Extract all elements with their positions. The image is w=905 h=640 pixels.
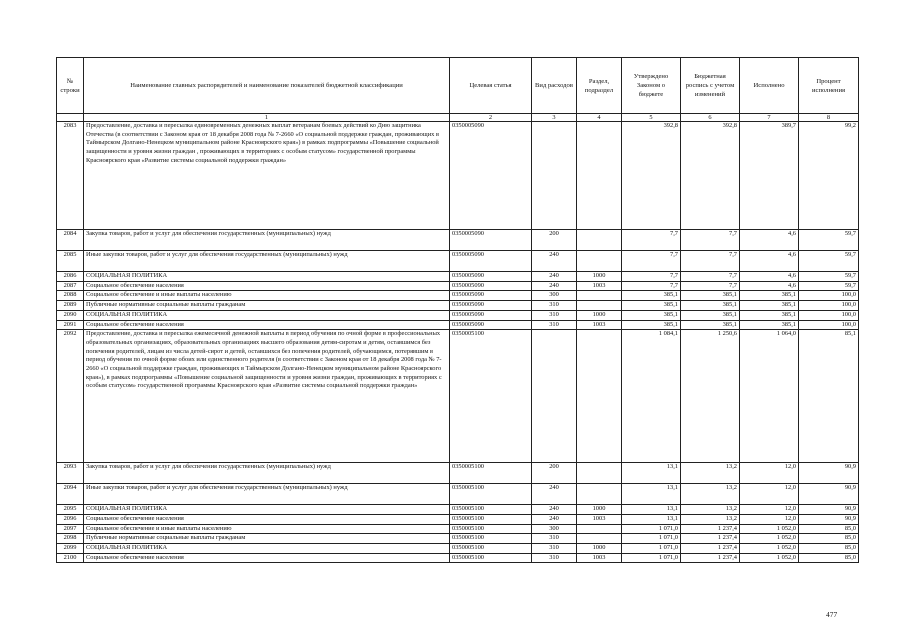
target-article-cell: 0350005100 [450, 524, 532, 534]
section-cell: 1003 [577, 281, 622, 291]
percent-cell: 85,0 [799, 553, 859, 563]
approved-cell: 13,1 [622, 514, 681, 524]
target-article-cell: 0350005090 [450, 291, 532, 301]
section-cell: 1000 [577, 310, 622, 320]
target-article-cell: 0350005090 [450, 272, 532, 282]
name-cell: Социальное обеспечение населения [84, 320, 450, 330]
expense-type-cell: 240 [532, 484, 577, 505]
target-article-cell: 0350005090 [450, 310, 532, 320]
approved-cell: 1 071,0 [622, 534, 681, 544]
expense-type-cell [532, 122, 577, 230]
expense-type-cell: 300 [532, 524, 577, 534]
header-budget-schedule: Бюджетная роспись с учетом изменений [681, 58, 740, 114]
name-cell: Закупка товаров, работ и услуг для обеспечения государственных (муниципальных) нужд [84, 230, 450, 251]
column-number-cell: 2 [450, 114, 532, 122]
approved-cell: 385,1 [622, 310, 681, 320]
executed-cell: 1 052,0 [740, 524, 799, 534]
approved-cell: 385,1 [622, 320, 681, 330]
approved-cell: 1 071,0 [622, 524, 681, 534]
target-article-cell: 0350005090 [450, 281, 532, 291]
approved-cell: 13,1 [622, 463, 681, 484]
row-number-cell: 2083 [57, 122, 84, 230]
expense-type-cell: 300 [532, 291, 577, 301]
expense-type-cell: 310 [532, 310, 577, 320]
section-cell [577, 484, 622, 505]
section-cell [577, 330, 622, 463]
row-number-cell: 2093 [57, 463, 84, 484]
row-number-cell: 2097 [57, 524, 84, 534]
percent-cell: 85,1 [799, 330, 859, 463]
executed-cell: 4,6 [740, 281, 799, 291]
approved-cell: 13,1 [622, 484, 681, 505]
column-number-cell: 6 [681, 114, 740, 122]
row-number-cell: 2086 [57, 272, 84, 282]
approved-cell: 385,1 [622, 291, 681, 301]
percent-cell: 90,9 [799, 484, 859, 505]
target-article-cell: 0350005090 [450, 122, 532, 230]
budget-schedule-cell: 385,1 [681, 291, 740, 301]
budget-schedule-cell: 385,1 [681, 320, 740, 330]
table-row [57, 251, 859, 272]
header-percent: Процент исполнения [799, 58, 859, 114]
table-row [57, 281, 859, 291]
table-row [57, 291, 859, 301]
column-number-cell: 7 [740, 114, 799, 122]
approved-cell: 13,1 [622, 505, 681, 515]
table-row [57, 320, 859, 330]
percent-cell: 90,9 [799, 463, 859, 484]
percent-cell: 100,0 [799, 310, 859, 320]
header-name: Наименование главных распорядителей и наименование показателей бюджетной классификации [84, 58, 450, 114]
approved-cell: 385,1 [622, 301, 681, 311]
executed-cell: 389,7 [740, 122, 799, 230]
target-article-cell: 0350005100 [450, 463, 532, 484]
expense-type-cell: 200 [532, 463, 577, 484]
approved-cell: 7,7 [622, 272, 681, 282]
target-article-cell: 0350005090 [450, 251, 532, 272]
budget-schedule-cell: 1 237,4 [681, 544, 740, 554]
percent-cell: 90,9 [799, 505, 859, 515]
header-row-number: № строки [57, 58, 84, 114]
table-row [57, 524, 859, 534]
budget-schedule-cell: 392,8 [681, 122, 740, 230]
executed-cell: 1 064,0 [740, 330, 799, 463]
column-number-cell: 8 [799, 114, 859, 122]
section-cell [577, 251, 622, 272]
percent-cell: 85,0 [799, 534, 859, 544]
name-cell: Социальное обеспечение и иные выплаты населению [84, 291, 450, 301]
expense-type-cell: 310 [532, 553, 577, 563]
budget-schedule-cell: 7,7 [681, 272, 740, 282]
section-cell: 1003 [577, 553, 622, 563]
section-cell: 1000 [577, 272, 622, 282]
table-body [57, 114, 859, 563]
approved-cell: 1 084,1 [622, 330, 681, 463]
table-row [57, 122, 859, 230]
executed-cell: 12,0 [740, 484, 799, 505]
section-cell [577, 301, 622, 311]
executed-cell: 12,0 [740, 514, 799, 524]
name-cell: Предоставление, доставка и пересылка ежемесячной денежной выплаты в период обучения по очной форме в профессиональных образовательных организациях, образовательных организациях высшего образования детям-сиротам и детям, оставшимся без попечения родителей, лицам из числа детей-сирот и детей, оставшихся без попечения родителей, обучающимся, потерявшим в период обучения по очной форме обоих или единственного родителя (в соответствии с Законом края от 18 декабря 2008 года № 7-2660 «О социальной поддержке граждан, проживающих в Таймырском Долгано-Ненецком муниципальном районе Красноярского края»), в рамках подпрограммы «Повышение социальной защищенности и уровня жизни граждан, проживающих в территориях с особым статусом» государственной программы Красноярского края «Развитие системы социальной поддержки граждан» [84, 330, 450, 463]
expense-type-cell: 310 [532, 534, 577, 544]
executed-cell: 1 052,0 [740, 544, 799, 554]
executed-cell: 12,0 [740, 463, 799, 484]
row-number-cell: 2095 [57, 505, 84, 515]
executed-cell: 1 052,0 [740, 534, 799, 544]
header-target-article: Целевая статья [450, 58, 532, 114]
target-article-cell: 0350005090 [450, 301, 532, 311]
approved-cell: 1 071,0 [622, 544, 681, 554]
percent-cell: 100,0 [799, 320, 859, 330]
section-cell: 1000 [577, 505, 622, 515]
section-cell: 1000 [577, 544, 622, 554]
header-executed: Исполнено [740, 58, 799, 114]
budget-schedule-cell: 7,7 [681, 251, 740, 272]
approved-cell: 7,7 [622, 230, 681, 251]
budget-schedule-cell: 13,2 [681, 463, 740, 484]
row-number-cell: 2085 [57, 251, 84, 272]
executed-cell: 1 052,0 [740, 553, 799, 563]
approved-cell: 1 071,0 [622, 553, 681, 563]
section-cell [577, 291, 622, 301]
approved-cell: 392,8 [622, 122, 681, 230]
header-approved: Утверждено Законом о бюджете [622, 58, 681, 114]
expense-type-cell: 240 [532, 272, 577, 282]
budget-execution-table [56, 57, 859, 563]
column-number-cell: 1 [84, 114, 450, 122]
name-cell: Публичные нормативные социальные выплаты гражданам [84, 301, 450, 311]
section-cell [577, 463, 622, 484]
approved-cell: 7,7 [622, 251, 681, 272]
section-cell [577, 230, 622, 251]
target-article-cell: 0350005100 [450, 514, 532, 524]
budget-schedule-cell: 1 237,4 [681, 524, 740, 534]
expense-type-cell: 310 [532, 544, 577, 554]
section-cell: 1003 [577, 320, 622, 330]
target-article-cell: 0350005100 [450, 505, 532, 515]
table-row [57, 544, 859, 554]
budget-schedule-cell: 1 237,4 [681, 553, 740, 563]
name-cell: СОЦИАЛЬНАЯ ПОЛИТИКА [84, 544, 450, 554]
executed-cell: 385,1 [740, 310, 799, 320]
table-row [57, 553, 859, 563]
section-cell: 1003 [577, 514, 622, 524]
expense-type-cell: 240 [532, 251, 577, 272]
table-header [57, 58, 859, 114]
row-number-cell: 2091 [57, 320, 84, 330]
name-cell: Закупка товаров, работ и услуг для обеспечения государственных (муниципальных) нужд [84, 463, 450, 484]
table-row [57, 301, 859, 311]
page-number: 477 [826, 610, 838, 619]
column-number-cell: 5 [622, 114, 681, 122]
name-cell: СОЦИАЛЬНАЯ ПОЛИТИКА [84, 272, 450, 282]
percent-cell: 99,2 [799, 122, 859, 230]
percent-cell: 100,0 [799, 301, 859, 311]
target-article-cell: 0350005100 [450, 553, 532, 563]
row-number-cell: 2087 [57, 281, 84, 291]
expense-type-cell: 240 [532, 281, 577, 291]
executed-cell: 12,0 [740, 505, 799, 515]
percent-cell: 59,7 [799, 281, 859, 291]
executed-cell: 4,6 [740, 230, 799, 251]
name-cell: Публичные нормативные социальные выплаты гражданам [84, 534, 450, 544]
name-cell: СОЦИАЛЬНАЯ ПОЛИТИКА [84, 310, 450, 320]
name-cell: Социальное обеспечение населения [84, 553, 450, 563]
budget-schedule-cell: 7,7 [681, 230, 740, 251]
expense-type-cell: 310 [532, 320, 577, 330]
name-cell: Социальное обеспечение и иные выплаты населению [84, 524, 450, 534]
approved-cell: 7,7 [622, 281, 681, 291]
name-cell: Предоставление, доставка и пересылка единовременных денежных выплат ветеранам боевых действий ко Дню защитника Отечества (в соответствии с Законом края от 18 декабря 2008 года № 7-2660 «О социальной поддержке граждан, проживающих в Таймырском Долгано-Ненецком муниципальном районе Красноярского края») в рамках подпрограммы «Повышение социальной защищенности и уровня жизни граждан , проживающих в территориях с особым статусом» государственной программы Красноярского края «Развитие системы социальной поддержки граждан» [84, 122, 450, 230]
row-number-cell: 2094 [57, 484, 84, 505]
percent-cell: 85,0 [799, 524, 859, 534]
table-row [57, 534, 859, 544]
budget-schedule-cell: 13,2 [681, 484, 740, 505]
percent-cell: 59,7 [799, 272, 859, 282]
expense-type-cell [532, 330, 577, 463]
name-cell: СОЦИАЛЬНАЯ ПОЛИТИКА [84, 505, 450, 515]
target-article-cell: 0350005100 [450, 534, 532, 544]
row-number-cell: 2098 [57, 534, 84, 544]
column-number-cell: 4 [577, 114, 622, 122]
target-article-cell: 0350005100 [450, 544, 532, 554]
executed-cell: 385,1 [740, 291, 799, 301]
name-cell: Иные закупки товаров, работ и услуг для обеспечения государственных (муниципальных) нужд [84, 251, 450, 272]
column-number-row [57, 114, 859, 122]
section-cell [577, 524, 622, 534]
percent-cell: 59,7 [799, 251, 859, 272]
row-number-cell: 2092 [57, 330, 84, 463]
target-article-cell: 0350005090 [450, 230, 532, 251]
expense-type-cell: 240 [532, 514, 577, 524]
table-row [57, 514, 859, 524]
table-row [57, 463, 859, 484]
table-row [57, 484, 859, 505]
executed-cell: 4,6 [740, 272, 799, 282]
target-article-cell: 0350005100 [450, 330, 532, 463]
budget-schedule-cell: 7,7 [681, 281, 740, 291]
expense-type-cell: 240 [532, 505, 577, 515]
column-number-cell [57, 114, 84, 122]
name-cell: Социальное обеспечение населения [84, 514, 450, 524]
name-cell: Иные закупки товаров, работ и услуг для обеспечения государственных (муниципальных) нужд [84, 484, 450, 505]
row-number-cell: 2096 [57, 514, 84, 524]
row-number-cell: 2088 [57, 291, 84, 301]
row-number-cell: 2090 [57, 310, 84, 320]
table-row [57, 230, 859, 251]
expense-type-cell: 200 [532, 230, 577, 251]
budget-schedule-cell: 1 250,6 [681, 330, 740, 463]
table-row [57, 505, 859, 515]
budget-schedule-cell: 385,1 [681, 310, 740, 320]
row-number-cell: 2100 [57, 553, 84, 563]
header-expense-type: Вид расходов [532, 58, 577, 114]
executed-cell: 385,1 [740, 320, 799, 330]
target-article-cell: 0350005100 [450, 484, 532, 505]
percent-cell: 90,9 [799, 514, 859, 524]
budget-schedule-cell: 13,2 [681, 505, 740, 515]
row-number-cell: 2089 [57, 301, 84, 311]
budget-schedule-cell: 13,2 [681, 514, 740, 524]
column-number-cell: 3 [532, 114, 577, 122]
percent-cell: 100,0 [799, 291, 859, 301]
budget-schedule-cell: 385,1 [681, 301, 740, 311]
row-number-cell: 2099 [57, 544, 84, 554]
section-cell [577, 534, 622, 544]
row-number-cell: 2084 [57, 230, 84, 251]
percent-cell: 85,0 [799, 544, 859, 554]
executed-cell: 385,1 [740, 301, 799, 311]
target-article-cell: 0350005090 [450, 320, 532, 330]
section-cell [577, 122, 622, 230]
budget-report-sheet [56, 57, 859, 563]
budget-schedule-cell: 1 237,4 [681, 534, 740, 544]
expense-type-cell: 310 [532, 301, 577, 311]
header-section: Раздел, подраздел [577, 58, 622, 114]
table-row [57, 330, 859, 463]
percent-cell: 59,7 [799, 230, 859, 251]
executed-cell: 4,6 [740, 251, 799, 272]
table-row [57, 310, 859, 320]
name-cell: Социальное обеспечение населения [84, 281, 450, 291]
table-row [57, 272, 859, 282]
